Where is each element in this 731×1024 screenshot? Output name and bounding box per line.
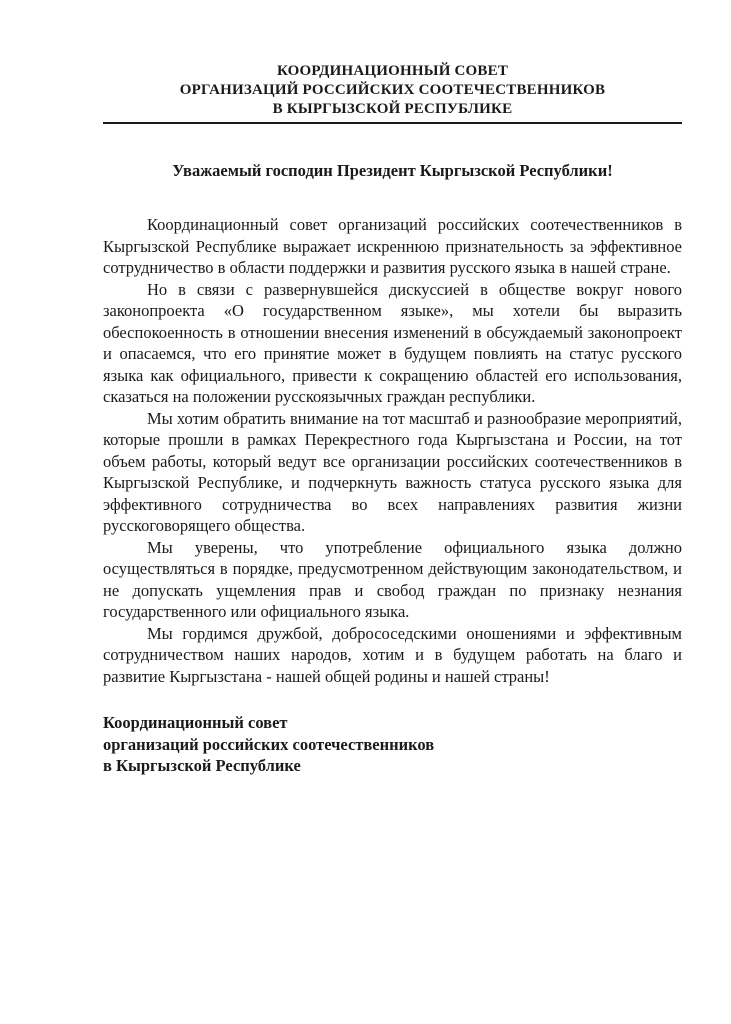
signature-line-2: организаций российских соотечественников [103,734,435,754]
body-paragraph-3: Мы хотим обратить внимание на тот масштаб и разнообразие мероприятий, которые прошли в рамках Перекрестного года Кыргызстана и России, на тот объем работы, который ведут все организации российских соотечественников в Кыргызской Республике, и подчеркнуть важность статуса русского языка для эффективного сотрудничества во всех направлениях развития жизни русскоговорящего общества. [103,408,682,535]
body-paragraph-4: Мы уверены, что употребление официального языка должно осуществляться в порядке, предусмотренном действующим законодательством, и не допускать ущемления прав и свобод граждан по признаку незнания государственного или официального языка. [103,537,682,621]
letter-body [103,214,682,687]
body-paragraph-5: Мы гордимся дружбой, добрососедскими оношениями и эффективным сотрудничеством наших народов, хотим и в будущем работать на благо и развитие Кыргызстана - нашей общей родины и нашей страны! [103,623,682,686]
body-paragraph-1: Координационный совет организаций российских соотечественников в Кыргызской Республике выражает искреннюю признательность за эффективное сотрудничество в области поддержки и развития русского языка в нашей стране. [103,215,682,277]
letterhead-line-1: КООРДИНАЦИОННЫЙ СОВЕТ [276,63,509,79]
signature-line-3: в Кыргызской Республике [103,756,301,775]
signature-block [103,712,682,777]
letterhead [103,62,682,119]
letterhead-line-2: ОРГАНИЗАЦИЙ РОССИЙСКИХ СООТЕЧЕСТВЕННИКОВ [179,82,606,98]
body-paragraph-2: Но в связи с развернувшейся дискуссией в обществе вокруг нового законопроекта «О государственном языке», мы хотели бы выразить обеспокоенность в отношении внесения изменений в обсуждаемый законопроект и опасаемся, что его принятие может в будущем повлиять на статус русского языка как официального, привести к сокращению областей его использования, сказаться на положении русскоязычных граждан республики. [103,279,682,406]
salutation: Уважаемый господин Президент Кыргызской Республики! [172,161,613,180]
signature-line-1: Координационный совет [103,713,288,732]
letterhead-line-3: В КЫРГЫЗСКОЙ РЕСПУБЛИКЕ [272,101,513,117]
letterhead-divider-line [103,122,682,124]
